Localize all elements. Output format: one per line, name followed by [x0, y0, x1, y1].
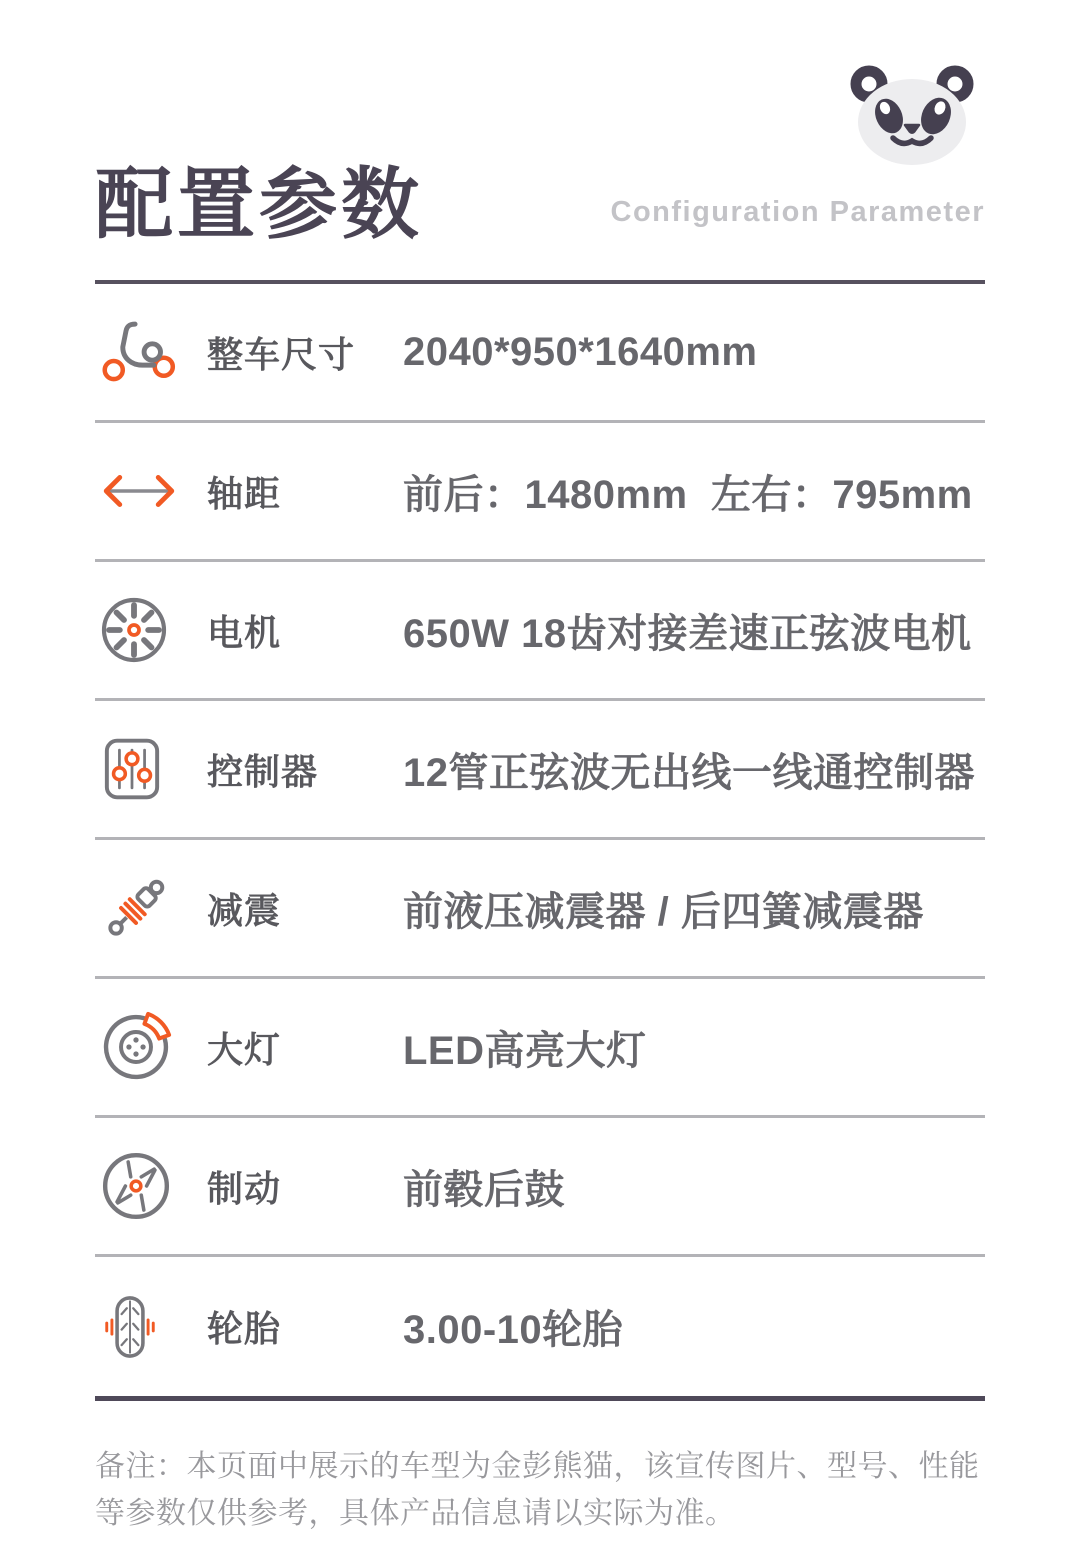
page-subtitle: Configuration Parameter [610, 196, 985, 228]
spec-label: 轮胎 [207, 1308, 282, 1349]
wheelbase-arrow-icon [95, 467, 207, 515]
controller-icon [95, 731, 207, 807]
page-title: 配置参数 [95, 160, 424, 248]
drum-brake-icon [95, 1149, 207, 1223]
spec-row-wheelbase [95, 423, 985, 562]
spec-table [95, 284, 985, 1401]
spec-label: 减震 [207, 889, 282, 931]
tire-icon [95, 1283, 207, 1371]
spec-row-tire [95, 1257, 985, 1396]
spec-label: 电机 [207, 611, 282, 653]
spec-label: 控制器 [207, 750, 319, 792]
spec-label: 整车尺寸 [207, 333, 356, 375]
panda-icon [839, 64, 985, 168]
spec-value: 650W 18齿对接差速正弦波电机 [403, 611, 972, 656]
spec-value: LED高亮大灯 [403, 1028, 647, 1073]
spec-label: 大灯 [207, 1028, 282, 1070]
scooter-icon [95, 317, 207, 387]
spec-value: 前液压减震器 / 后四簧减震器 [403, 889, 924, 934]
motor-icon [95, 595, 207, 665]
spec-row-brake [95, 1118, 985, 1257]
spec-row-motor [95, 562, 985, 701]
spec-value: 3.00-10轮胎 [403, 1308, 624, 1352]
header [95, 0, 985, 284]
spec-row-suspension [95, 840, 985, 979]
spec-label: 制动 [207, 1167, 282, 1209]
spec-value: 2040*950*1640mm [403, 329, 758, 374]
spec-value: 前后：1480mm 左右：795mm [403, 472, 973, 517]
spec-row-controller [95, 701, 985, 840]
spec-row-overall-size [95, 284, 985, 423]
spec-row-headlight [95, 979, 985, 1118]
brake-disc-icon [95, 1010, 207, 1084]
footer-note: 备注：本页面中展示的车型为金彭熊猫，该宣传图片、型号、性能等参数仅供参考，具体产品信息请以实际为准。 [95, 1450, 980, 1530]
spec-value: 12管正弦波无出线一线通控制器 [403, 750, 975, 795]
shock-absorber-icon [95, 871, 207, 945]
spec-value: 前毂后鼓 [403, 1167, 565, 1212]
spec-label: 轴距 [207, 472, 282, 514]
